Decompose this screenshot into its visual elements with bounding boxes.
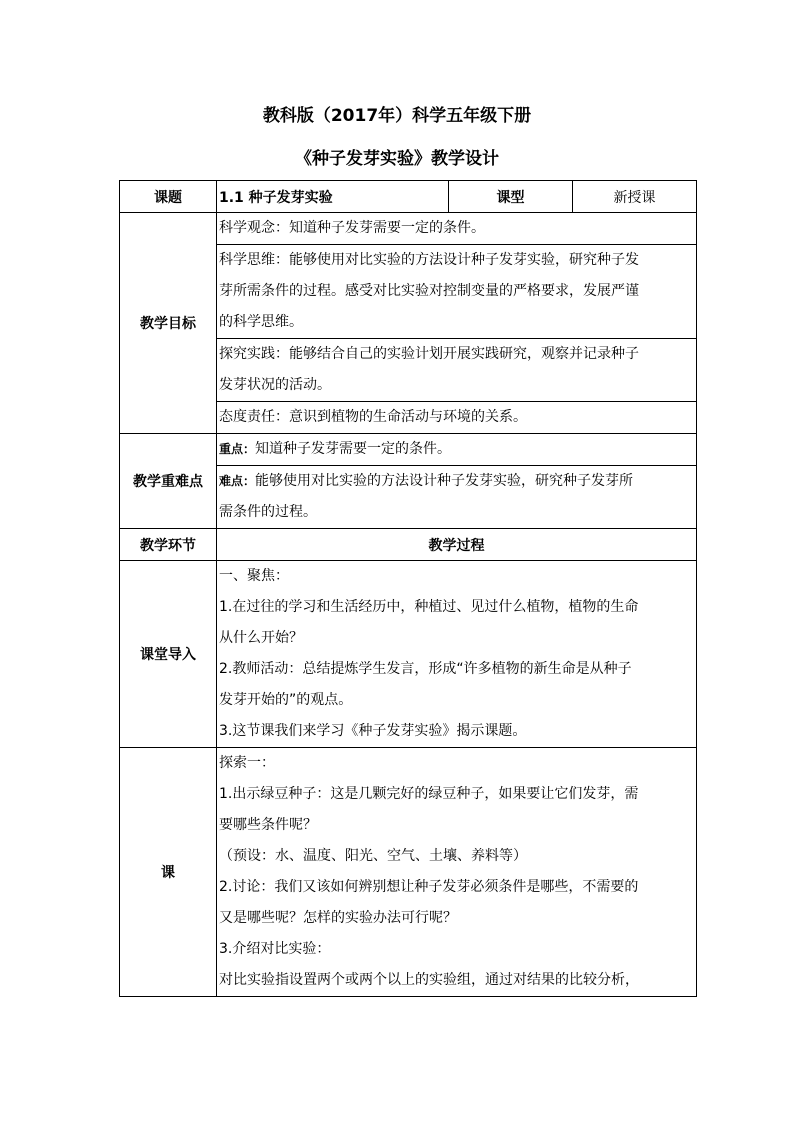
key-point-text: 知道种子发芽需要一定的条件。	[255, 441, 452, 457]
difficult-point-line	[217, 466, 696, 497]
goal-item	[217, 401, 696, 433]
lesson-line: （预设：水、温度、阳光、空气、土壤、养料等）	[219, 848, 527, 864]
lesson-line: 2.讨论：我们又该如何辨别想让种子发芽必须条件是哪些，不需要的	[219, 879, 639, 895]
intro-label: 课堂导入	[120, 561, 217, 748]
lesson-line: 探索一：	[219, 755, 275, 771]
intro-line: 一、聚焦：	[219, 568, 289, 584]
key-points-label: 教学重难点	[120, 434, 217, 529]
topic-label: 课题	[120, 181, 217, 213]
goal-item	[217, 338, 696, 401]
intro-content	[217, 561, 697, 748]
intro-row	[120, 561, 697, 748]
key-points-content	[217, 434, 697, 529]
goal-item	[217, 213, 696, 244]
topic-row	[120, 181, 697, 213]
stage-header: 教学环节	[120, 529, 217, 561]
goal-line: 态度责任：意识到植物的生命活动与环境的关系。	[219, 409, 527, 425]
key-point-tag: 重点：	[219, 442, 256, 456]
intro-line: 发芽开始的”的观点。	[219, 692, 353, 708]
goal-line: 发芽状况的活动。	[219, 377, 331, 393]
lesson-type-label: 课型	[449, 181, 573, 213]
lesson-line: 要哪些条件呢？	[219, 817, 317, 833]
goals-content	[217, 213, 697, 434]
document-subtitle: 《种子发芽实验》教学设计	[295, 149, 499, 169]
intro-line: 2.教师活动：总结提炼学生发言，形成“许多植物的新生命是从种子	[219, 661, 632, 677]
process-header-row	[120, 529, 697, 561]
lesson-plan-table	[119, 180, 697, 997]
difficult-point-text: 能够使用对比实验的方法设计种子发芽实验，研究种子发芽所	[255, 473, 634, 489]
key-points-row	[120, 434, 697, 529]
key-point-item	[217, 434, 696, 465]
intro-line: 从什么开始？	[219, 630, 303, 646]
lesson-row	[120, 748, 697, 997]
difficult-point-tag: 难点：	[219, 474, 256, 488]
goal-item	[217, 244, 696, 338]
goal-line: 科学观念：知道种子发芽需要一定的条件。	[219, 220, 485, 236]
goal-line: 芽所需条件的过程。感受对比实验对控制变量的严格要求，发展严谨	[219, 283, 639, 299]
goals-row	[120, 213, 697, 434]
lesson-line: 对比实验指设置两个或两个以上的实验组，通过对结果的比较分析，	[219, 972, 639, 988]
process-header: 教学过程	[217, 529, 697, 561]
lesson-line: 3.介绍对比实验：	[219, 941, 331, 957]
lesson-line: 1.出示绿豆种子：这是几颗完好的绿豆种子，如果要让它们发芽，需	[219, 786, 639, 802]
lesson-content	[217, 748, 697, 997]
goals-label: 教学目标	[120, 213, 217, 434]
goal-line: 的科学思维。	[219, 314, 303, 330]
lesson-type-value: 新授课	[573, 181, 697, 213]
topic-value: 1.1 种子发芽实验	[217, 181, 449, 213]
lesson-label: 课	[120, 748, 217, 997]
difficult-point-line: 需条件的过程。	[219, 504, 317, 520]
key-point-line	[217, 434, 696, 465]
intro-line: 1.在过往的学习和生活经历中，种植过、见过什么植物，植物的生命	[219, 599, 639, 615]
goal-line: 科学思维：能够使用对比实验的方法设计种子发芽实验，研究种子发	[219, 252, 639, 268]
document-title: 教科版（2017年）科学五年级下册	[262, 106, 532, 126]
intro-line: 3.这节课我们来学习《种子发芽实验》揭示课题。	[219, 723, 527, 739]
goal-line: 探究实践：能够结合自己的实验计划开展实践研究，观察并记录种子	[219, 346, 639, 362]
difficult-point-item	[217, 465, 696, 528]
lesson-line: 又是哪些呢？怎样的实验办法可行呢？	[219, 910, 457, 926]
